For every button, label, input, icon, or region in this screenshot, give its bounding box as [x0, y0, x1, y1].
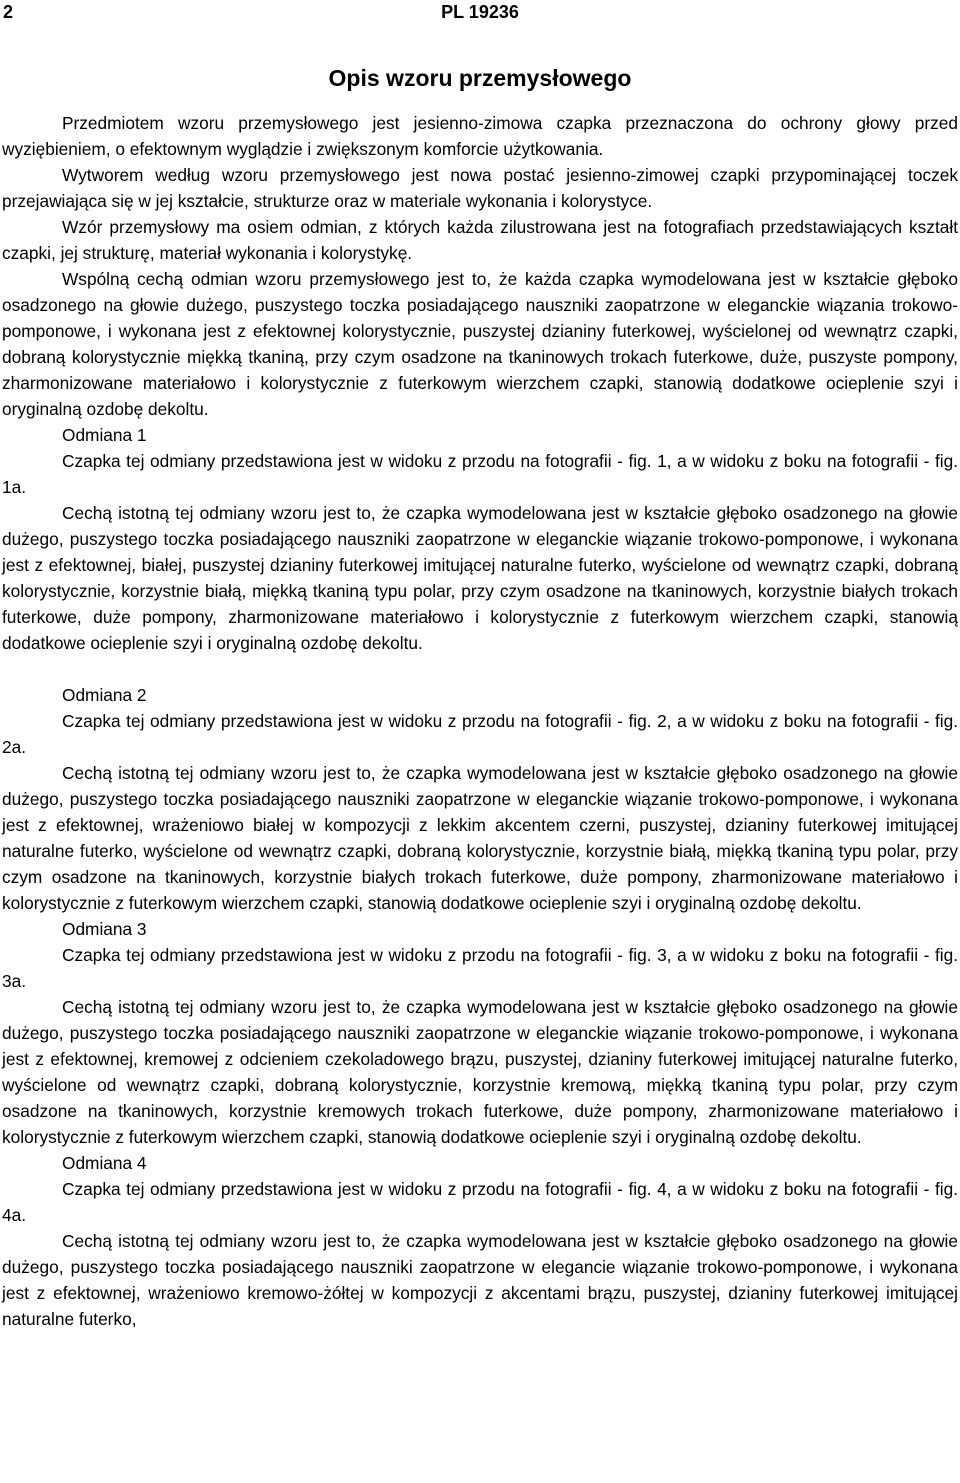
variant-feature-paragraph: Cechą istotną tej odmiany wzoru jest to, że czapka wymodelowana jest w kształcie głęboko osadzonego na głowie dużego, puszystego toczka posiadającego nauszniki zaopatrzone w eleganckie wiązanie trokowo-pomponowe, i wykonana jest z efektownej, wrażeniowo białej w kompozycji z lekkim akcentem czerni, puszystej, dzianiny futerkowej imitującej naturalne futerko, wyścielone od wewnątrz czapki, dobraną kolorystycznie, korzystnie białą, miękką tkaniną typu polar, przy czym osadzone na tkaninowych, korzystnie białych trokach futerkowe, duże pompony, zharmonizowane materiałowo i kolorystycznie z futerkowym wierzchem czapki, stanowią dodatkowe ocieplenie szyi i oryginalną ozdobę dekoltu. [2, 763, 958, 913]
intro-paragraph: Przedmiotem wzoru przemysłowego jest jesienno-zimowa czapka przeznaczona do ochrony głowy przed wyziębieniem, o efektownym wyglądzie i zwiększonym komforcie użytkowania. [2, 113, 958, 159]
page-header [2, 0, 958, 28]
variant-section [2, 422, 958, 656]
page-number: 2 [3, 2, 14, 22]
variant-feature-paragraph: Cechą istotną tej odmiany wzoru jest to, że czapka wymodelowana jest w kształcie głęboko osadzonego na głowie dużego, puszystego toczka posiadającego nauszniki zaopatrzone w eleganckie wiązanie trokowo-pomponowe, i wykonana jest z efektownej, białej, puszystej dzianiny futerkowej imitującej naturalne futerko, wyścielone od wewnątrz czapki, dobraną kolorystycznie, korzystnie białą, miękką tkaniną typu polar, przy czym osadzone na tkaninowych, korzystnie białych trokach futerkowe, duże pompony, zharmonizowane materiałowo i kolorystycznie z futerkowym wierzchem czapki, stanowią dodatkowe ocieplenie szyi i oryginalną ozdobę dekoltu. [2, 503, 958, 653]
variant-heading: Odmiana 1 [62, 425, 147, 445]
variant-views-paragraph: Czapka tej odmiany przedstawiona jest w widoku z przodu na fotografii - fig. 1, a w widoku z boku na fotografii - fig. 1a. [2, 451, 958, 497]
variant-views-paragraph: Czapka tej odmiany przedstawiona jest w widoku z przodu na fotografii - fig. 2, a w widoku z boku na fotografii - fig. 2a. [2, 711, 958, 757]
variant-heading: Odmiana 2 [62, 685, 147, 705]
section-spacer [2, 656, 958, 682]
document-id: PL 19236 [441, 2, 519, 22]
variant-section [2, 682, 958, 916]
variant-feature-paragraph: Cechą istotną tej odmiany wzoru jest to, że czapka wymodelowana jest w kształcie głęboko osadzonego na głowie dużego, puszystego toczka posiadającego nauszniki zaopatrzone w eleganckie wiązanie trokowo-pomponowe, i wykonana jest z efektownej, kremowej z odcieniem czekoladowego brązu, puszystej, dzianiny futerkowej imitującej naturalne futerko, wyścielone od wewnątrz czapki, dobraną kolorystycznie, korzystnie kremową, miękką tkaniną typu polar, przy czym osadzone na tkaninowych, korzystnie kremowych trokach futerkowe, duże pompony, zharmonizowane materiałowo i kolorystycznie z futerkowym wierzchem czapki, stanowią dodatkowe ocieplenie szyi i oryginalną ozdobę dekoltu. [2, 997, 958, 1147]
intro-paragraph: Wspólną cechą odmian wzoru przemysłowego jest to, że każda czapka wymodelowana jest w kształcie głęboko osadzonego na głowie dużego, puszystego toczka posiadającego nauszniki zaopatrzone w eleganckie wiązania trokowo-pomponowe, i wykonana jest z efektownej kolorystycznie, puszystej dzianiny futerkowej, wyścielonej od wewnątrz czapki, dobraną kolorystycznie miękką tkaniną, przy czym osadzone na tkaninowych trokach futerkowe, duże, puszyste pompony, zharmonizowane materiałowo i kolorystycznie z futerkowym wierzchem czapki, stanowią dodatkowe ocieplenie szyi i oryginalną ozdobę dekoltu. [2, 269, 958, 419]
variant-views-paragraph: Czapka tej odmiany przedstawiona jest w widoku z przodu na fotografii - fig. 4, a w widoku z boku na fotografii - fig. 4a. [2, 1179, 958, 1225]
document-body [2, 110, 958, 1332]
document-page [2, 0, 958, 1332]
variant-heading: Odmiana 4 [62, 1153, 147, 1173]
variant-section [2, 916, 958, 1150]
intro-paragraph: Wytworem według wzoru przemysłowego jest nowa postać jesienno-zimowej czapki przypominającej toczek przejawiająca się w jej kształcie, strukturze oraz w materiale wykonania i kolorystyce. [2, 165, 958, 211]
document-title: Opis wzoru przemysłowego [328, 65, 632, 91]
variant-section [2, 1150, 958, 1332]
variant-heading: Odmiana 3 [62, 919, 147, 939]
intro-paragraph: Wzór przemysłowy ma osiem odmian, z których każda zilustrowana jest na fotografiach przedstawiających kształt czapki, jej strukturę, materiał wykonania i kolorystykę. [2, 217, 958, 263]
variant-feature-paragraph: Cechą istotną tej odmiany wzoru jest to, że czapka wymodelowana jest w kształcie głęboko osadzonego na głowie dużego, puszystego toczka posiadającego nauszniki zaopatrzone w elegancie wiązanie trokowo-pomponowe, i wykonana jest z efektownej, wrażeniowo kremowo-żółtej w kompozycji z akcentami brązu, puszystej, dzianiny futerkowej imitującej naturalne futerko, [2, 1231, 958, 1329]
variant-views-paragraph: Czapka tej odmiany przedstawiona jest w widoku z przodu na fotografii - fig. 3, a w widoku z boku na fotografii - fig. 3a. [2, 945, 958, 991]
